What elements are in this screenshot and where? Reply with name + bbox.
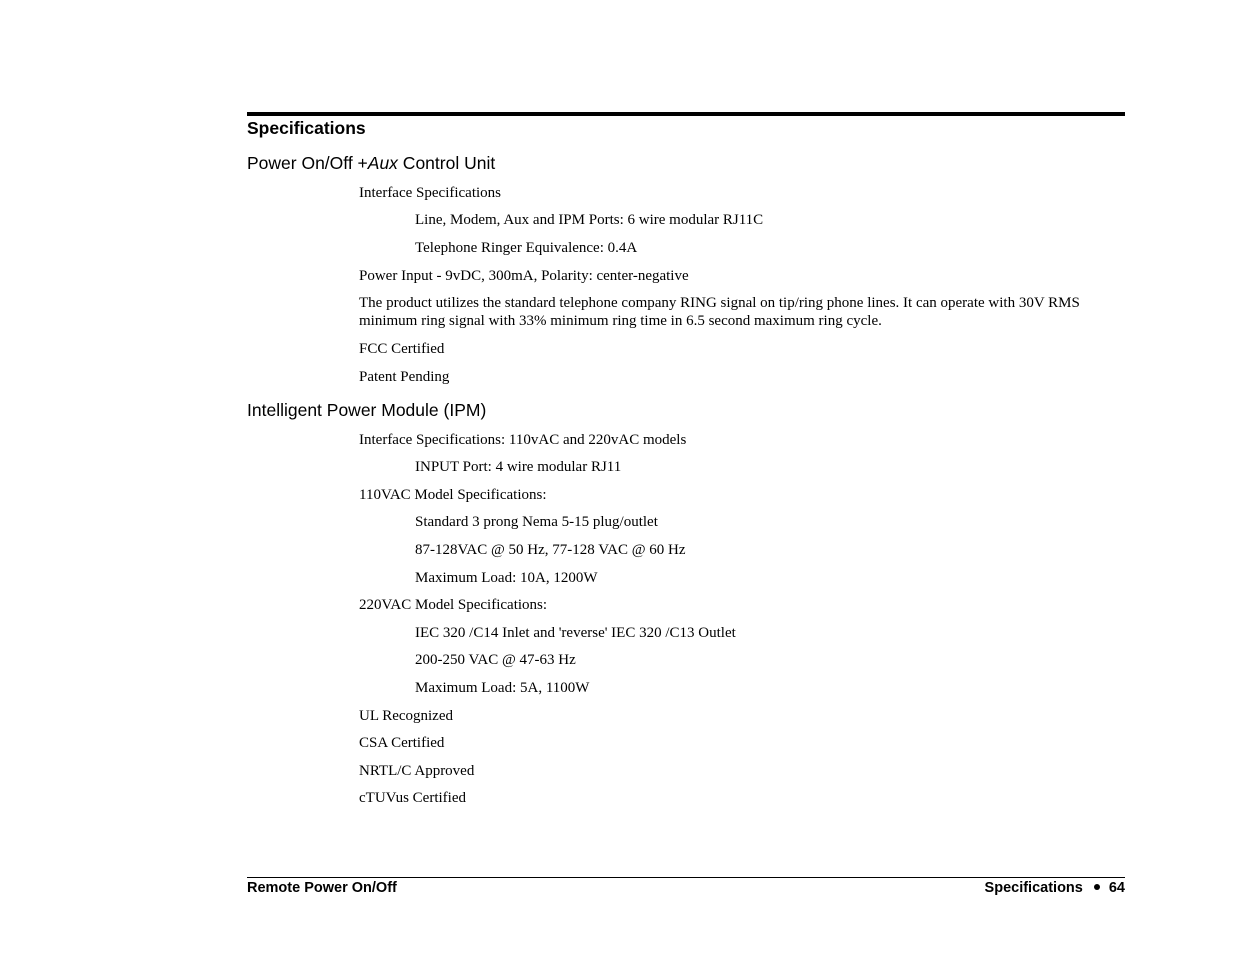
footer-title: Remote Power On/Off (247, 880, 397, 896)
certification-item: CSA Certified (359, 735, 445, 751)
model-220-item: 200-250 VAC @ 47-63 Hz (415, 652, 576, 668)
footer-page-info (985, 880, 1125, 896)
model-110-label: 110VAC Model Specifications: (359, 487, 547, 503)
control-unit-heading-aux: Aux (367, 153, 398, 173)
certification-item: cTUVus Certified (359, 790, 466, 806)
ipm-input-port: INPUT Port: 4 wire modular RJ11 (415, 459, 622, 475)
model-110-item: Maximum Load: 10A, 1200W (415, 570, 598, 586)
certification-item: NRTL/C Approved (359, 763, 475, 779)
power-input-spec: Power Input - 9vDC, 300mA, Polarity: center-negative (359, 268, 689, 284)
model-220-item: IEC 320 /C14 Inlet and 'reverse' IEC 320 /C13 Outlet (415, 625, 736, 641)
bullet-icon (1094, 884, 1100, 890)
model-110-item: Standard 3 prong Nema 5-15 plug/outlet (415, 514, 658, 530)
ipm-interface-spec: Interface Specifications: 110vAC and 220vAC models (359, 432, 687, 448)
ringer-spec: Telephone Ringer Equivalence: 0.4A (415, 240, 638, 256)
model-220-label: 220VAC Model Specifications: (359, 597, 548, 613)
footer-rule (247, 877, 1125, 878)
footer-section-label: Specifications (984, 880, 1083, 896)
model-220-item: Maximum Load: 5A, 1100W (415, 680, 590, 696)
patent-pending: Patent Pending (359, 369, 450, 385)
ipm-heading: Intelligent Power Module (IPM) (247, 400, 487, 420)
interface-specs-label: Interface Specifications (359, 185, 502, 201)
control-unit-heading-suffix: Control Unit (397, 153, 496, 173)
model-110-item: 87-128VAC @ 50 Hz, 77-128 VAC @ 60 Hz (415, 542, 686, 558)
ports-spec: Line, Modem, Aux and IPM Ports: 6 wire modular RJ11C (415, 212, 764, 228)
fcc-certified: FCC Certified (359, 341, 445, 357)
control-unit-heading (247, 153, 495, 174)
section-title: Specifications (247, 118, 366, 138)
top-rule (247, 112, 1125, 116)
page-number: 64 (1108, 880, 1125, 896)
certification-item: UL Recognized (359, 708, 453, 724)
ring-signal-paragraph: The product utilizes the standard telephone company RING signal on tip/ring phone lines. It can operate with 30V RMS minimum ring signal with 33% minimum ring time in 6.5 second maximum ring cycle. (359, 295, 1080, 329)
control-unit-heading-prefix: Power On/Off + (247, 153, 368, 173)
